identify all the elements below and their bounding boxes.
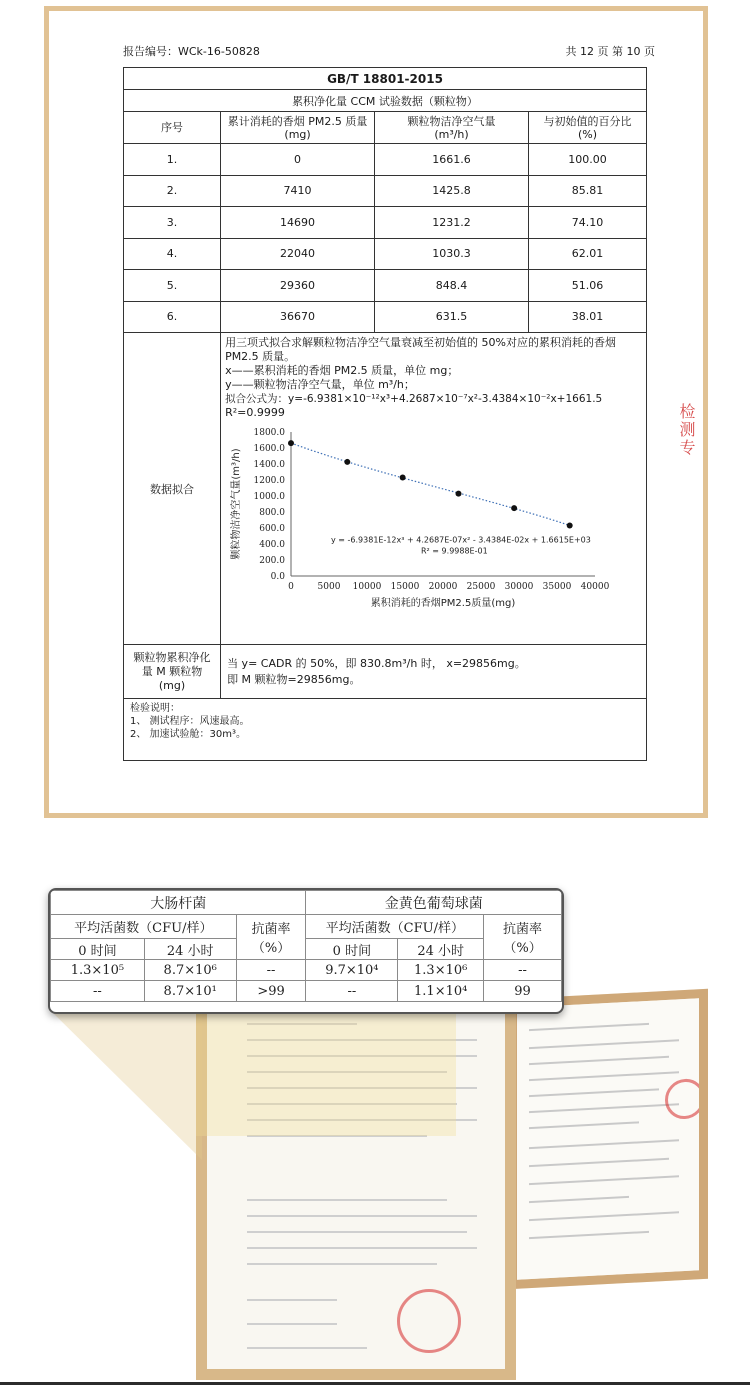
cell: -- bbox=[484, 960, 562, 981]
y-tick-label: 1800.0 bbox=[253, 428, 286, 438]
x-tick-label: 0 bbox=[288, 582, 294, 592]
rate-label: 抗菌率 bbox=[503, 922, 543, 937]
report-frame bbox=[44, 6, 708, 818]
cell-percent: 38.01 bbox=[529, 301, 647, 333]
staph-rate-header bbox=[484, 915, 562, 960]
ccm-table bbox=[123, 67, 647, 761]
table-row bbox=[51, 981, 562, 1002]
cell: 1.3×10⁵ bbox=[51, 960, 145, 981]
table-row bbox=[124, 301, 647, 333]
cell-cadr: 1030.3 bbox=[375, 238, 529, 270]
x-axis-label: 累积消耗的香烟PM2.5质量(mg) bbox=[370, 598, 516, 609]
table-row bbox=[124, 144, 647, 176]
cell-mass: 29360 bbox=[221, 270, 375, 302]
y-tick-label: 0.0 bbox=[270, 572, 286, 582]
table-row bbox=[124, 238, 647, 270]
r2-label: R² = 9.9988E-01 bbox=[421, 546, 488, 556]
cell-no: 5. bbox=[124, 270, 221, 302]
staph-t24-header: 24 小时 bbox=[398, 939, 484, 960]
y-tick-label: 800.0 bbox=[259, 508, 286, 518]
x-tick-label: 40000 bbox=[580, 582, 610, 592]
note-item: 2、 加速试验舱：30m³。 bbox=[130, 729, 247, 740]
bottom-divider bbox=[0, 1382, 750, 1385]
cell-no: 4. bbox=[124, 238, 221, 270]
cell: -- bbox=[236, 960, 306, 981]
table-row bbox=[124, 175, 647, 207]
fit-line: PM2.5 质量。 bbox=[225, 350, 296, 363]
y-axis-label: 颗粒物洁净空气量(m³/h) bbox=[231, 448, 243, 560]
data-point bbox=[456, 491, 462, 497]
y-tick-label: 1200.0 bbox=[253, 476, 286, 486]
data-point bbox=[288, 440, 294, 446]
data-point bbox=[344, 459, 350, 465]
certificate-back bbox=[508, 989, 708, 1289]
fit-r2: R²=0.9999 bbox=[225, 406, 285, 419]
cell: -- bbox=[306, 981, 398, 1002]
x-tick-label: 5000 bbox=[317, 582, 341, 592]
result-line2: 即 M 颗粒物=29856mg。 bbox=[227, 672, 361, 686]
x-tick-label: 15000 bbox=[390, 582, 420, 592]
cell-cadr: 1425.8 bbox=[375, 175, 529, 207]
equation-label: y = -6.9381E-12x³ + 4.2687E-07x² - 3.4384E-02x + 1.6615E+03 bbox=[331, 535, 591, 545]
header-percent-line1: 与初始值的百分比 bbox=[543, 114, 632, 128]
table-title: 累积净化量 CCM 试验数据（颗粒物） bbox=[124, 90, 647, 112]
fit-cell bbox=[221, 333, 647, 645]
cell-percent: 100.00 bbox=[529, 144, 647, 176]
y-tick-label: 200.0 bbox=[259, 556, 286, 566]
header-percent-line2: (%) bbox=[577, 127, 598, 141]
notes-cell bbox=[124, 699, 647, 761]
header-cadr-line2: (m³/h) bbox=[434, 127, 469, 141]
cell-percent: 51.06 bbox=[529, 270, 647, 302]
cell-mass: 36670 bbox=[221, 301, 375, 333]
y-tick-label: 1000.0 bbox=[253, 492, 286, 502]
x-tick-label: 25000 bbox=[466, 582, 496, 592]
red-seal bbox=[397, 1289, 461, 1353]
result-line1: 当 y= CADR 的 50%，即 830.8m³/h 时， x=29856mg。 bbox=[227, 656, 526, 670]
cell-no: 3. bbox=[124, 207, 221, 239]
cell-no: 1. bbox=[124, 144, 221, 176]
cell: 8.7×10⁶ bbox=[144, 960, 236, 981]
standard-title: GB/T 18801-2015 bbox=[124, 68, 647, 90]
data-point bbox=[400, 475, 406, 481]
header-no: 序号 bbox=[124, 112, 221, 144]
cell-mass: 14690 bbox=[221, 207, 375, 239]
table-row bbox=[124, 270, 647, 302]
cell-cadr: 631.5 bbox=[375, 301, 529, 333]
cell-mass: 0 bbox=[221, 144, 375, 176]
note-item: 1、 测试程序：风速最高。 bbox=[130, 716, 250, 727]
y-tick-label: 1400.0 bbox=[253, 460, 286, 470]
result-cell bbox=[221, 645, 647, 699]
y-tick-label: 400.0 bbox=[259, 540, 286, 550]
cell: -- bbox=[51, 981, 145, 1002]
table-row bbox=[51, 960, 562, 981]
staph-header: 金黄色葡萄球菌 bbox=[306, 891, 562, 915]
cell: 1.3×10⁶ bbox=[398, 960, 484, 981]
cell-percent: 85.81 bbox=[529, 175, 647, 207]
trendline bbox=[291, 443, 570, 525]
certificates-section bbox=[0, 830, 750, 1388]
cell-percent: 62.01 bbox=[529, 238, 647, 270]
seal-stamp: 检测专 bbox=[677, 403, 696, 457]
header-cumulative-line1: 累计消耗的香烟 PM2.5 质量 bbox=[227, 114, 368, 128]
cell-mass: 7410 bbox=[221, 175, 375, 207]
rate-unit: （%） bbox=[251, 941, 291, 956]
ecoli-t24-header: 24 小时 bbox=[144, 939, 236, 960]
certificate-back-paper bbox=[517, 998, 699, 1280]
cell-cadr: 1231.2 bbox=[375, 207, 529, 239]
report-page bbox=[49, 11, 703, 813]
result-label-line2: 量 M 颗粒物 bbox=[141, 664, 203, 678]
ecoli-t0-header: 0 时间 bbox=[51, 939, 145, 960]
fit-chart bbox=[225, 422, 637, 622]
fit-line: y——颗粒物洁净空气量，单位 m³/h； bbox=[225, 378, 415, 391]
rate-label: 抗菌率 bbox=[251, 922, 291, 937]
header-cadr-line1: 颗粒物洁净空气量 bbox=[407, 114, 496, 128]
cell: 9.7×10⁴ bbox=[306, 960, 398, 981]
ecoli-avg-header: 平均活菌数（CFU/样） bbox=[51, 915, 237, 939]
cell: 99 bbox=[484, 981, 562, 1002]
x-tick-label: 30000 bbox=[504, 582, 534, 592]
cell-cadr: 1661.6 bbox=[375, 144, 529, 176]
staph-t0-header: 0 时间 bbox=[306, 939, 398, 960]
cell-mass: 22040 bbox=[221, 238, 375, 270]
fit-label: 数据拟合 bbox=[124, 333, 221, 645]
fit-description bbox=[225, 336, 642, 420]
ecoli-rate-header bbox=[236, 915, 306, 960]
fit-line: 用三项式拟合求解颗粒物洁净空气量衰减至初始值的 50%对应的累积消耗的香烟 bbox=[225, 336, 617, 349]
fit-formula: 拟合公式为：y=-6.9381×10⁻¹²x³+4.2687×10⁻⁷x²-3.4384×10⁻²x+1661.5 bbox=[225, 393, 603, 405]
x-tick-label: 35000 bbox=[542, 582, 572, 592]
result-label bbox=[124, 645, 221, 699]
y-tick-label: 600.0 bbox=[259, 524, 286, 534]
cell: >99 bbox=[236, 981, 306, 1002]
table-row bbox=[124, 207, 647, 239]
magnifier-wedge bbox=[50, 1010, 202, 1160]
report-number: 报告编号：WCk-16-50828 bbox=[123, 45, 260, 58]
rate-unit: （%） bbox=[503, 941, 542, 956]
header-cumulative-line2: (mg) bbox=[284, 127, 311, 141]
red-seal bbox=[665, 1078, 699, 1120]
cell-no: 6. bbox=[124, 301, 221, 333]
header-percent bbox=[529, 112, 647, 144]
cell-cadr: 848.4 bbox=[375, 270, 529, 302]
ecoli-header: 大肠杆菌 bbox=[51, 891, 306, 915]
cell: 8.7×10¹ bbox=[144, 981, 236, 1002]
page-info: 共 12 页 第 10 页 bbox=[565, 45, 655, 58]
cell-no: 2. bbox=[124, 175, 221, 207]
y-tick-label: 1600.0 bbox=[253, 444, 286, 454]
x-tick-label: 10000 bbox=[352, 582, 382, 592]
header-cadr bbox=[375, 112, 529, 144]
result-label-line1: 颗粒物累积净化 bbox=[133, 650, 211, 664]
cell: 1.1×10⁴ bbox=[398, 981, 484, 1002]
staph-avg-header: 平均活菌数（CFU/样） bbox=[306, 915, 484, 939]
cell-percent: 74.10 bbox=[529, 207, 647, 239]
antibacterial-zoom-table bbox=[48, 888, 564, 1014]
data-point bbox=[567, 522, 573, 528]
result-label-line3: (mg) bbox=[158, 678, 186, 692]
x-tick-label: 20000 bbox=[428, 582, 458, 592]
header-cumulative bbox=[221, 112, 375, 144]
notes-title: 检验说明： bbox=[130, 703, 180, 714]
data-point bbox=[511, 505, 517, 511]
fit-line: x——累积消耗的香烟 PM2.5 质量，单位 mg； bbox=[225, 364, 459, 377]
antibacterial-table bbox=[50, 890, 562, 1002]
